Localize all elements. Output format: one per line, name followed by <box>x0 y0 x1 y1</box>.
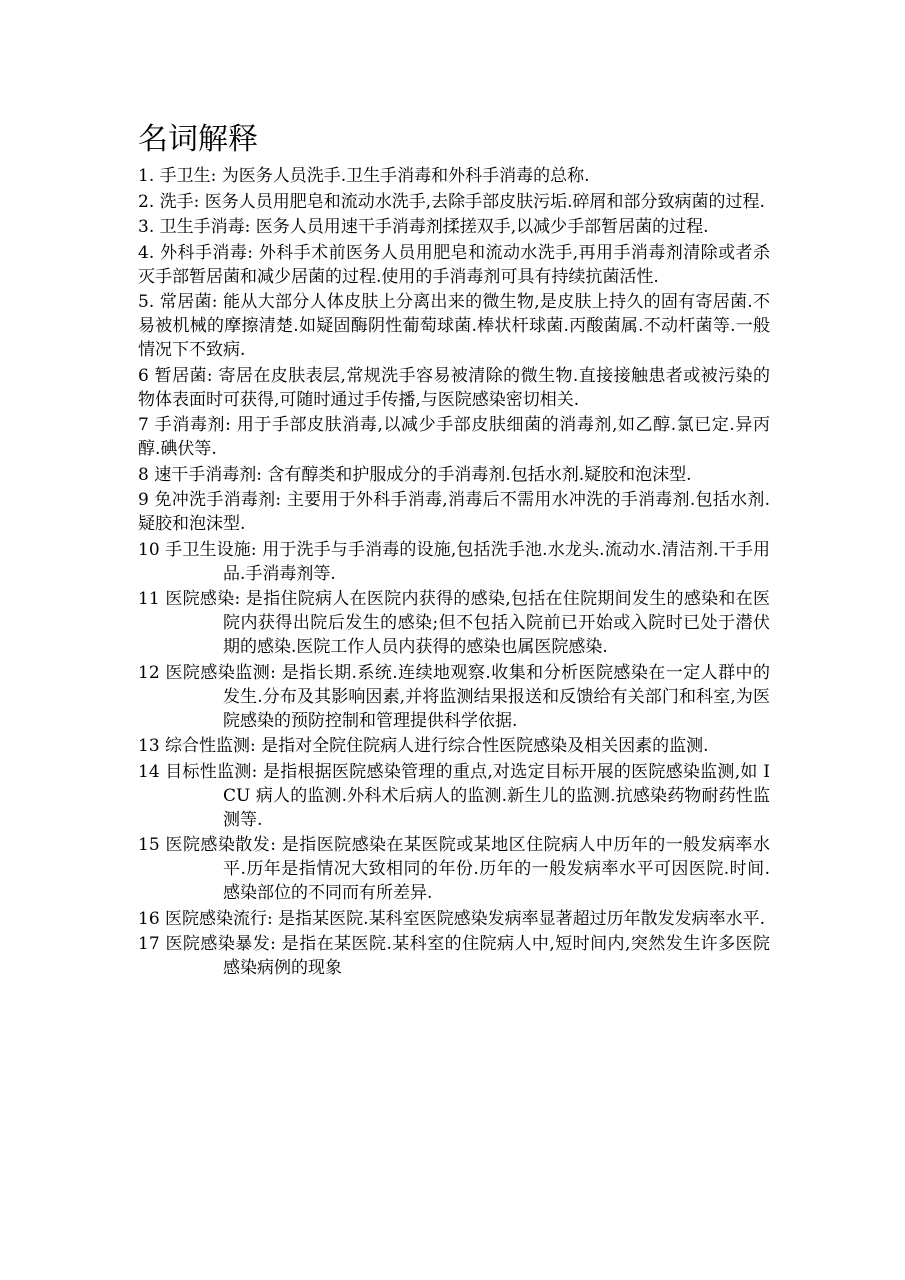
document-title: 名词解释 <box>138 122 258 157</box>
definition-infection-epidemic: 16 医院感染流行: 是指某医院.某科室医院感染发病率显著超过历年散发发病率水平. <box>138 908 765 929</box>
definition-sporadic-infection: 15 医院感染散发: 是指医院感染在某医院或某地区住院病人中历年的一般发病率水平.历年是指情况大致相同的年份.历年的一般发病率水平可因医院.时间.感染部位的不同而有所差异. <box>138 835 770 903</box>
definition-targeted-surveillance: 14 目标性监测: 是指根据医院感染管理的重点,对选定目标开展的医院感染监测,如 ICU 病人的监测.外科术后病人的监测.新生儿的监测.抗感染药物耐药性监测等. <box>138 761 770 830</box>
definition-resident-flora: 5. 常居菌: 能从大部分人体皮肤上分离出来的微生物,是皮肤上持久的固有寄居菌.不易被机械的摩擦清楚.如疑固酶阴性葡萄球菌.棒状杆球菌.丙酸菌属.不动杆菌等.一般情况下不致病. <box>138 292 770 360</box>
definition-hand-hygiene: 1. 手卫生: 为医务人员洗手.卫生手消毒和外科手消毒的总称. <box>138 166 590 186</box>
document-page <box>138 118 770 982</box>
definition-hand-hygiene-facilities: 10 手卫生设施: 用于洗手与手消毒的设施,包括洗手池.水龙头.流动水.清洁剂.干手用品.手消毒剂等. <box>138 539 770 584</box>
definition-nosocomial-infection: 11 医院感染: 是指住院病人在医院内获得的感染,包括在住院期间发生的感染和在医院内获得出院后发生的感染;但不包括入院前已开始或入院时已处于潜伏期的感染.医院工作人员内获得的感染也属医院感染. <box>138 589 770 657</box>
definition-hand-antiseptic: 7 手消毒剂: 用于手部皮肤消毒,以减少手部皮肤细菌的消毒剂,如乙醇.氯已定.异丙醇.碘伏等. <box>138 415 770 459</box>
definition-handwashing: 2. 洗手: 医务人员用肥皂和流动水洗手,去除手部皮肤污垢.碎屑和部分致病菌的过程. <box>138 191 765 212</box>
definition-comprehensive-surveillance: 13 综合性监测: 是指对全院住院病人进行综合性医院感染及相关因素的监测. <box>138 736 709 756</box>
definition-alcohol-hand-rub: 8 速干手消毒剂: 含有醇类和护服成分的手消毒剂.包括水剂.疑胶和泡沫型. <box>138 464 692 485</box>
definition-waterless-hand-antiseptic: 9 免冲洗手消毒剂: 主要用于外科手消毒,消毒后不需用水冲洗的手消毒剂.包括水剂.疑胶和泡沫型. <box>138 490 770 534</box>
definition-infection-surveillance: 12 医院感染监测: 是指长期.系统.连续地观察.收集和分析医院感染在一定人群中的发生.分布及其影响因素,并将监测结果报送和反馈给有关部门和科室,为医院感染的预防控制和管理提供科学依据. <box>138 662 770 731</box>
definition-hygienic-hand-disinfection: 3. 卫生手消毒: 医务人员用速干手消毒剂揉搓双手,以减少手部暂居菌的过程. <box>138 217 709 237</box>
definition-surgical-hand-disinfection: 4. 外科手消毒: 外科手术前医务人员用肥皂和流动水洗手,再用手消毒剂清除或者杀灭手部暂居菌和减少居菌的过程.使用的手消毒剂可具有持续抗菌活性. <box>138 242 770 287</box>
definition-infection-outbreak: 17 医院感染暴发: 是指在某医院.某科室的住院病人中,短时间内,突然发生许多医院感染病例的现象 <box>138 934 770 978</box>
definition-transient-flora: 6 暂居菌: 寄居在皮肤表层,常规洗手容易被清除的微生物.直接接触患者或被污染的物体表面时可获得,可随时通过手传播,与医院感染密切相关. <box>138 365 770 410</box>
